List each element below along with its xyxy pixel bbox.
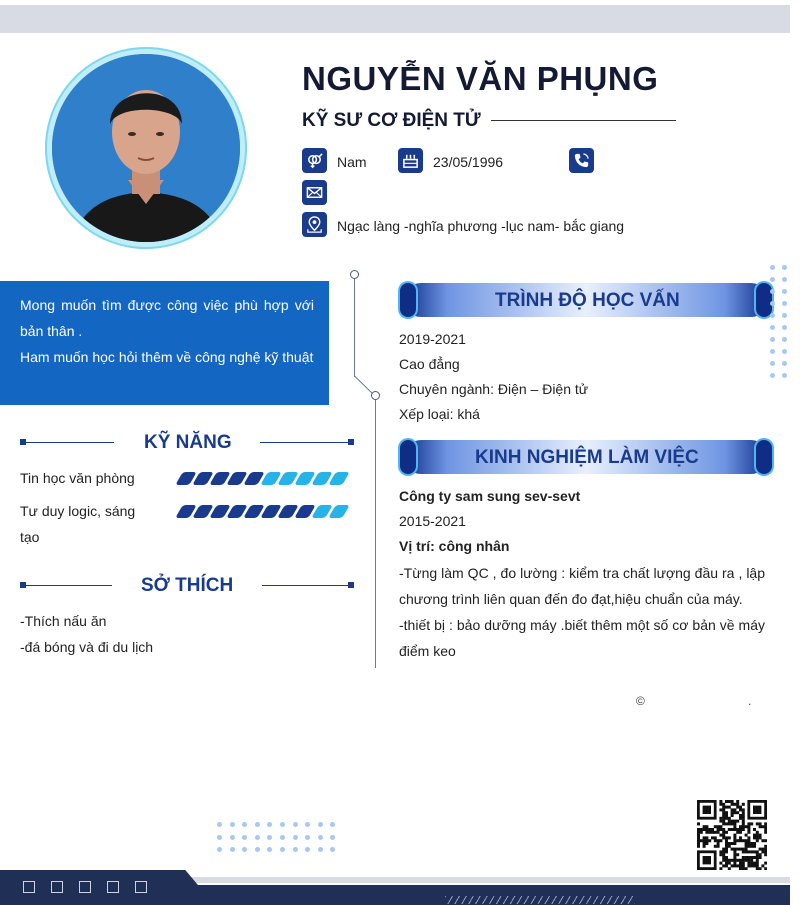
objective-line-2: Ham muốn học hỏi thêm về công nghệ kỹ thuật <box>20 349 314 365</box>
decorative-dot <box>293 847 298 852</box>
qr-code-icon <box>697 800 767 870</box>
decorative-dot <box>782 361 787 366</box>
hobby-item: -đá bóng và đi du lịch <box>20 639 154 655</box>
title-divider <box>491 120 676 121</box>
address-value: Ngạc làng -nghĩa phương -lục nam- bắc giang <box>337 218 625 234</box>
bottom-band-light <box>170 877 790 883</box>
decorative-dot <box>305 847 310 852</box>
decorative-dot <box>770 289 775 294</box>
timeline-line-lower <box>375 400 376 668</box>
bottom-stripes <box>445 896 635 904</box>
decorative-dot <box>242 835 247 840</box>
decorative-dot <box>217 835 222 840</box>
decorative-dot <box>217 822 222 827</box>
education-grade: Xếp loại: khá <box>399 406 480 422</box>
hobbies-title: SỞ THÍCH <box>141 575 234 596</box>
section-marker <box>348 439 354 445</box>
decorative-dot <box>770 301 775 306</box>
decorative-dot <box>318 835 323 840</box>
decorative-dot <box>242 847 247 852</box>
decorative-dot <box>305 835 310 840</box>
gender-value: Nam <box>337 154 367 170</box>
decorative-dot <box>242 822 247 827</box>
decorative-dot <box>782 301 787 306</box>
decorative-dot <box>770 337 775 342</box>
decorative-dot <box>293 835 298 840</box>
decorative-dot <box>280 847 285 852</box>
decorative-dot <box>782 349 787 354</box>
gender-icon <box>302 148 327 173</box>
decorative-dot <box>255 835 260 840</box>
decorative-dot <box>770 373 775 378</box>
skill-label: Tư duy logic, sáng tạo <box>20 503 136 545</box>
experience-title: KINH NGHIỆM LÀM VIỆC <box>475 447 699 468</box>
email-icon <box>302 180 327 205</box>
decorative-dot <box>280 822 285 827</box>
hobby-item: -Thích nấu ăn <box>20 613 107 629</box>
timeline-line-upper <box>354 279 355 377</box>
decorative-dot <box>782 373 787 378</box>
experience-position: Vị trí: công nhân <box>399 538 510 554</box>
skill-bars <box>179 505 346 518</box>
timeline-dot-mid <box>371 391 380 400</box>
decorative-dots-bottom <box>217 822 335 852</box>
copyright-symbol: © <box>636 694 645 708</box>
banner-cap-right <box>756 440 772 474</box>
decorative-dot <box>217 847 222 852</box>
decorative-dot <box>770 349 775 354</box>
decorative-dot <box>305 822 310 827</box>
avatar <box>52 54 240 242</box>
section-line <box>26 442 114 443</box>
decorative-dot <box>255 847 260 852</box>
phone-icon <box>569 148 594 173</box>
decorative-dot <box>267 847 272 852</box>
decorative-dot <box>782 325 787 330</box>
decorative-dot <box>255 822 260 827</box>
bottom-square <box>107 881 119 893</box>
birthday-value: 23/05/1996 <box>433 154 504 170</box>
decorative-dot <box>230 847 235 852</box>
experience-desc-2: -thiết bị : bảo dưỡng máy .biết thêm một số cơ bản về máy điểm keo <box>399 617 765 659</box>
bottom-square <box>135 881 147 893</box>
section-line <box>262 585 348 586</box>
calendar-icon <box>398 148 423 173</box>
objective-line-1: Mong muốn tìm được công việc phù hợp với bản thân . <box>20 297 314 339</box>
decorative-dot <box>770 313 775 318</box>
section-marker <box>348 582 354 588</box>
decorative-dot <box>230 822 235 827</box>
decorative-dot <box>267 822 272 827</box>
bottom-square <box>79 881 91 893</box>
decorative-dot <box>280 835 285 840</box>
skill-label: Tin học văn phòng <box>20 470 135 486</box>
decorative-dot <box>330 847 335 852</box>
experience-company: Công ty sam sung sev-sevt <box>399 488 581 504</box>
decorative-dot <box>770 265 775 270</box>
education-period: 2019-2021 <box>399 331 466 347</box>
skills-title: KỸ NĂNG <box>144 432 232 453</box>
decorative-dot <box>293 822 298 827</box>
education-degree: Cao đẳng <box>399 356 460 372</box>
decorative-dot <box>330 822 335 827</box>
decorative-dot <box>782 313 787 318</box>
decorative-dot <box>230 835 235 840</box>
section-line <box>260 442 348 443</box>
timeline-dot-top <box>350 270 359 279</box>
bottom-square <box>51 881 63 893</box>
decorative-dot <box>770 325 775 330</box>
name-heading: NGUYỄN VĂN PHỤNG <box>302 60 659 97</box>
section-line <box>26 585 112 586</box>
job-title: KỸ SƯ CƠ ĐIỆN TỬ <box>302 110 481 131</box>
education-major: Chuyên ngành: Điện – Điện tử <box>399 381 589 397</box>
banner-cap-left <box>400 440 416 474</box>
location-icon <box>302 212 327 237</box>
decorative-dot <box>318 847 323 852</box>
decorative-dot <box>782 337 787 342</box>
decorative-dots-right <box>770 265 787 378</box>
banner-cap-left <box>400 283 416 317</box>
decorative-dot <box>782 289 787 294</box>
top-band <box>0 5 790 33</box>
decorative-dot <box>770 277 775 282</box>
copyright-dot: . <box>748 694 752 708</box>
skill-bars <box>179 472 346 485</box>
experience-desc-1: -Từng làm QC , đo lường : kiểm tra chất lượng đầu ra , lập chương trình liên quan đến đo đạt,hiệu chuẩn của máy. <box>399 565 765 607</box>
decorative-dot <box>318 822 323 827</box>
decorative-dot <box>267 835 272 840</box>
decorative-dot <box>782 277 787 282</box>
decorative-dot <box>782 265 787 270</box>
experience-period: 2015-2021 <box>399 513 466 529</box>
education-title: TRÌNH ĐỘ HỌC VẤN <box>495 290 680 311</box>
objective-text <box>20 292 314 370</box>
decorative-dot <box>330 835 335 840</box>
bottom-square <box>23 881 35 893</box>
decorative-dot <box>770 361 775 366</box>
